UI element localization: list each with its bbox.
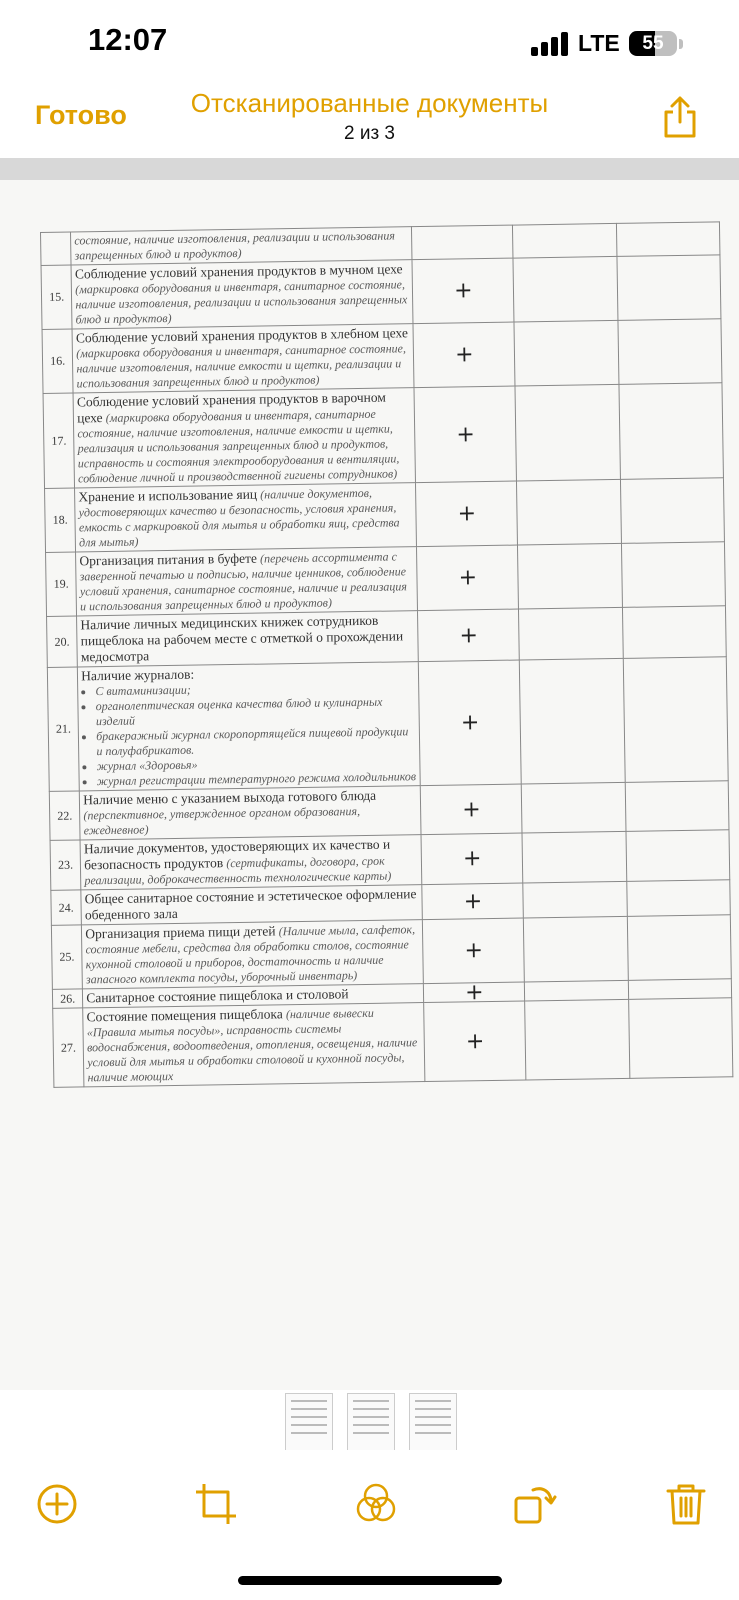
empty-cell xyxy=(618,319,722,385)
table-row xyxy=(47,657,728,792)
row-number: 17. xyxy=(43,393,75,488)
empty-cell xyxy=(519,607,623,660)
home-indicator xyxy=(238,1576,502,1585)
criterion-detail: (маркировка оборудования и инвентаря, санитарное состояние, наличие изготовления, наличие емкости и щетки, реализации и использования запрещенных блюд и продуктов) xyxy=(76,341,407,391)
row-number: 22. xyxy=(49,791,80,840)
criterion-cell xyxy=(80,835,422,890)
criterion-detail: (наличие вывески «Правила мытья посуды», исправность системы водоснабжения, водоотведения, отопления, освещения, наличие условий для мытья и обработки столовой и кухонной посуды, наличие моющих xyxy=(86,1005,418,1085)
handwritten-mark: + xyxy=(414,386,517,483)
trash-icon[interactable] xyxy=(664,1482,708,1526)
table-row xyxy=(45,478,725,553)
clock: 12:07 xyxy=(88,22,168,57)
criterion-title: Организация приема пищи детей xyxy=(85,923,276,942)
empty-cell xyxy=(515,384,620,481)
criterion-title: Наличие меню с указанием выхода готового блюда xyxy=(83,787,377,808)
criterion-cell xyxy=(72,324,414,393)
cellular-signal-icon xyxy=(531,32,571,56)
handwritten-mark: + xyxy=(421,833,523,885)
page-indicator: 2 из 3 xyxy=(343,123,396,144)
criterion-detail: (перечень ассортимента с заверенной печатью и подписью, наличие ценников, соблюдение условий хранения, санитарное состояние, наличие и реализация и использования запрещенных блюд и продуктов) xyxy=(79,549,408,614)
criterion-title: Санитарное состояние пищеблока и столовой xyxy=(86,986,349,1006)
page-thumbnail-1[interactable] xyxy=(285,1393,333,1453)
list-item: • журнал регистрации температурного режима холодильников xyxy=(97,769,417,789)
row-number: 25. xyxy=(51,925,82,989)
criterion-cell xyxy=(71,260,413,329)
page-thumbnail-3[interactable] xyxy=(409,1393,457,1453)
empty-cell xyxy=(628,979,732,1000)
empty-cell xyxy=(524,916,628,982)
criterion-detail: (наличие документов, удостоверяющих качество и безопасность, условия хранения, емкость с маркировкой для мытья и обработки яиц, средства для мытья) xyxy=(78,485,400,550)
row-number: 21. xyxy=(47,667,79,791)
empty-cell xyxy=(621,542,725,608)
empty-cell xyxy=(522,831,626,883)
handwritten-mark: + xyxy=(424,1001,526,1082)
navigation-bar xyxy=(0,80,739,158)
criterion-detail: состояние, наличие изготовления, реализации и использования запрещенных блюд и продуктов) xyxy=(74,228,396,263)
list-item: • С витаминизации; xyxy=(95,679,415,699)
share-icon[interactable] xyxy=(660,94,700,140)
row-number: 24. xyxy=(51,890,82,925)
table-row xyxy=(51,915,731,990)
row-number: 15. xyxy=(41,265,72,329)
empty-cell xyxy=(627,915,731,981)
row-number: 23. xyxy=(50,840,81,890)
criterion-title: Состояние помещения пищеблока xyxy=(86,1006,283,1025)
criterion-cell xyxy=(82,920,424,989)
handwritten-mark: + xyxy=(424,982,525,1003)
criterion-cell xyxy=(76,547,418,616)
empty-cell xyxy=(525,999,629,1080)
criterion-title: Наличие журналов: xyxy=(81,666,195,684)
row-number xyxy=(41,232,72,265)
row-number: 16. xyxy=(42,329,73,393)
criterion-title: Организация питания в буфете xyxy=(79,550,258,569)
criterion-detail: (Наличие мыла, салфеток, состояние мебели, средства для обработки столов, состояние кухонной столовой и приборов, достаточность и наличие запасного комплекта посуды, уборочный инвентарь) xyxy=(85,922,416,987)
criterion-title: Соблюдение условий хранения продуктов в хлебном цехе xyxy=(75,325,408,346)
status-bar xyxy=(0,0,739,80)
scanned-page xyxy=(0,180,739,1390)
handwritten-mark: + xyxy=(423,918,525,984)
list-item: • журнал «Здоровья» xyxy=(97,754,417,774)
criterion-title: Общее санитарное состояние и эстетическое оформление обеденного зала xyxy=(84,886,417,923)
handwritten-mark: + xyxy=(412,258,514,324)
criterion-title: Соблюдение условий хранения продуктов в мучном цехе xyxy=(74,261,403,282)
criterion-title: Хранение и использование яиц xyxy=(78,486,258,505)
filters-icon[interactable] xyxy=(354,1482,398,1526)
table-row xyxy=(46,542,726,617)
handwritten-mark: + xyxy=(422,883,524,920)
handwritten-mark: + xyxy=(419,660,522,786)
document-viewer[interactable] xyxy=(0,158,739,1390)
empty-cell xyxy=(619,383,724,480)
rotate-icon[interactable] xyxy=(513,1482,557,1526)
journal-list xyxy=(81,679,417,789)
row-number: 19. xyxy=(46,552,77,616)
done-button[interactable]: Готово xyxy=(35,100,127,130)
criterion-cell xyxy=(81,885,423,925)
table-row xyxy=(42,319,722,394)
handwritten-mark xyxy=(412,225,514,260)
page-thumbnail-2[interactable] xyxy=(347,1393,395,1453)
table-row xyxy=(43,383,723,489)
handwritten-mark: + xyxy=(416,481,518,547)
list-item: • органолептическая оценка качества блюд и кулинарных изделий xyxy=(96,694,416,729)
row-number: 26. xyxy=(52,989,83,1008)
empty-cell xyxy=(520,658,625,784)
empty-cell xyxy=(617,255,721,321)
empty-cell xyxy=(626,880,730,917)
handwritten-mark: + xyxy=(417,545,519,611)
row-number: 20. xyxy=(47,616,78,667)
criterion-cell xyxy=(80,786,422,840)
empty-cell xyxy=(513,223,617,258)
empty-cell xyxy=(518,543,622,609)
empty-cell xyxy=(523,881,627,918)
criterion-detail: (маркировка оборудования и инвентаря, санитарное состояние, наличие изготовления, наличие емкости и щетки, реализация и использования запрещенных блюд и продуктов, исправность и состояния электрооборудования и вентиляции, соблюдение личной и производственной гигиены сотрудников) xyxy=(77,406,400,486)
criterion-detail: (перспективное, утвержденное органом образования, ежедневное) xyxy=(83,804,361,838)
nav-title: Отсканированные документы xyxy=(190,88,549,118)
empty-cell xyxy=(517,479,621,545)
criterion-cell xyxy=(71,227,413,265)
empty-cell xyxy=(625,781,729,832)
criterion-title: Наличие личных медицинских книжек сотрудников пищеблока на рабочем месте с отметкой о прохождении медосмотра xyxy=(80,612,404,665)
criterion-cell xyxy=(77,611,419,667)
battery-level: 55 xyxy=(642,33,664,54)
criterion-detail: (сертификаты, договора, срок реализации, доброкачественность технологические карты) xyxy=(84,853,392,888)
battery-nub xyxy=(679,39,683,49)
empty-cell xyxy=(616,222,720,257)
empty-cell xyxy=(623,657,728,783)
criterion-title: Наличие документов, удостоверяющих их качество и безопасность продуктов xyxy=(83,836,391,873)
empty-cell xyxy=(522,782,626,833)
add-circle-icon[interactable] xyxy=(35,1482,79,1526)
empty-cell xyxy=(514,320,618,386)
crop-icon[interactable] xyxy=(194,1482,238,1526)
empty-cell xyxy=(620,478,724,544)
criterion-title: Соблюдение условий хранения продуктов в варочном цехе xyxy=(76,389,386,426)
criterion-cell xyxy=(75,483,417,552)
battery-icon xyxy=(629,31,677,56)
table-row xyxy=(41,255,721,330)
handwritten-mark: + xyxy=(418,609,520,662)
row-number: 27. xyxy=(53,1008,84,1087)
thumbnail-strip xyxy=(0,1390,739,1450)
list-item: • бракеражный журнал скоропортящейся пищевой продукции и полуфабрикатов. xyxy=(96,724,416,759)
criterion-cell xyxy=(73,388,416,488)
empty-cell xyxy=(622,606,726,659)
table-row xyxy=(53,998,733,1088)
network-type: LTE xyxy=(578,30,620,56)
empty-cell xyxy=(628,998,733,1079)
empty-cell xyxy=(626,830,730,882)
empty-cell xyxy=(513,256,617,322)
criterion-cell xyxy=(78,662,421,791)
criterion-detail: (маркировка оборудования и инвентаря, санитарное состояние, наличие изготовления, реализации и использования запрещенных блюд и продуктов) xyxy=(75,277,408,327)
inspection-table xyxy=(40,221,733,1088)
criterion-cell xyxy=(83,1003,425,1087)
handwritten-mark: + xyxy=(413,322,515,388)
row-number: 18. xyxy=(45,488,76,552)
handwritten-mark: + xyxy=(421,784,523,835)
empty-cell xyxy=(525,980,629,1001)
